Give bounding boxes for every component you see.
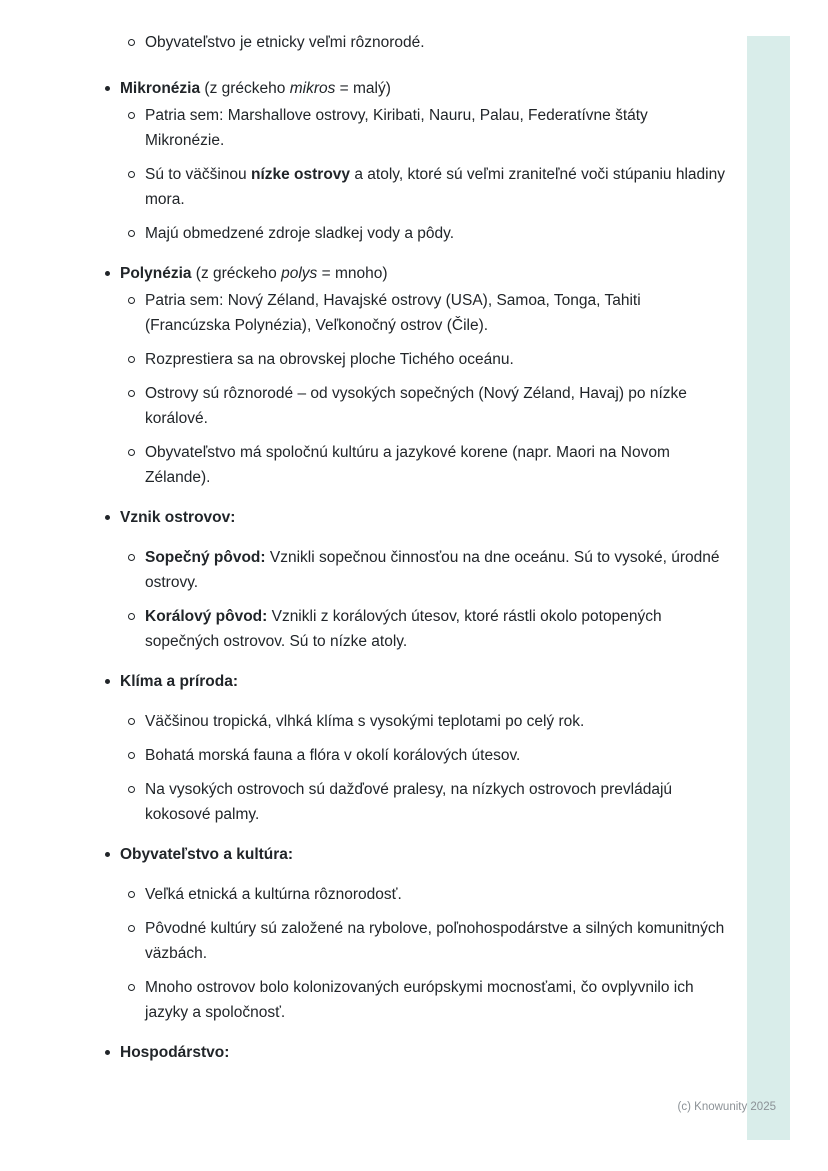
sub-list-item <box>104 604 726 654</box>
bullet-circle-icon <box>127 30 145 55</box>
bullet-circle-icon <box>127 882 145 907</box>
list-item-text: Majú obmedzené zdroje sladkej vody a pôdy. <box>145 225 455 242</box>
list-item-text: Ostrovy sú rôznorodé – od vysokých sopečných (Nový Zéland, Havaj) po nízke korálové. <box>145 385 687 427</box>
list-item-text: Mikronézia (z gréckeho mikros = malý) <box>120 80 391 97</box>
list-item <box>104 842 726 867</box>
bullet-circle-icon <box>127 604 145 629</box>
sub-list-item <box>104 916 726 966</box>
sub-list-item <box>104 975 726 1025</box>
list-item-text: Obyvateľstvo je etnicky veľmi rôznorodé. <box>145 34 425 51</box>
sub-list-item <box>104 743 726 768</box>
sub-list-item <box>104 288 726 338</box>
sub-list-item <box>104 381 726 431</box>
sub-list-item <box>104 221 726 246</box>
list-item-text: Klíma a príroda: <box>120 673 238 690</box>
bullet-disc-icon <box>104 842 120 867</box>
bullet-circle-icon <box>127 975 145 1000</box>
list-item-text: Väčšinou tropická, vlhká klíma s vysokými teplotami po celý rok. <box>145 713 585 730</box>
watermark-text: (c) Knowunity 2025 <box>677 1101 776 1113</box>
list-item-text: Patria sem: Nový Zéland, Havajské ostrovy (USA), Samoa, Tonga, Tahiti (Francúzska Polynézia), Veľkonočný ostrov (Čile). <box>145 292 641 334</box>
bullet-circle-icon <box>127 221 145 246</box>
list-item-text: Korálový pôvod: Vznikli z korálových útesov, ktoré rástli okolo potopených sopečných ostrovov. Sú to nízke atoly. <box>145 608 662 650</box>
bullet-circle-icon <box>127 916 145 941</box>
bullet-circle-icon <box>127 103 145 128</box>
list-item-text: Na vysokých ostrovoch sú dažďové pralesy, na nízkych ostrovoch prevládajú kokosové palmy. <box>145 781 673 823</box>
bullet-circle-icon <box>127 347 145 372</box>
notes-list <box>104 30 726 1065</box>
list-item-text: Sú to väčšinou nízke ostrovy a atoly, ktoré sú veľmi zraniteľné voči stúpaniu hladiny mora. <box>145 166 725 208</box>
bullet-circle-icon <box>127 440 145 465</box>
list-item <box>104 76 726 101</box>
sub-list-item <box>104 545 726 595</box>
bullet-disc-icon <box>104 669 120 694</box>
list-item-text: Bohatá morská fauna a flóra v okolí korálových útesov. <box>145 747 521 764</box>
list-item-text: Sopečný pôvod: Vznikli sopečnou činnosťou na dne oceánu. Sú to vysoké, úrodné ostrovy. <box>145 549 720 591</box>
bullet-disc-icon <box>104 261 120 286</box>
list-item-text: Vznik ostrovov: <box>120 509 236 526</box>
bullet-circle-icon <box>127 777 145 802</box>
bullet-circle-icon <box>127 162 145 187</box>
sub-list-item <box>104 103 726 153</box>
right-accent-stripe <box>747 36 790 1140</box>
bullet-disc-icon <box>104 76 120 101</box>
sub-list-item <box>104 882 726 907</box>
bullet-disc-icon <box>104 505 120 530</box>
sub-list-item <box>104 162 726 212</box>
list-item-text: Veľká etnická a kultúrna rôznorodosť. <box>145 886 402 903</box>
bullet-circle-icon <box>127 709 145 734</box>
list-item-text: Mnoho ostrovov bolo kolonizovaných európskymi mocnosťami, čo ovplyvnilo ich jazyky a spoločnosť. <box>145 979 694 1021</box>
list-item-text: Obyvateľstvo má spoločnú kultúru a jazykové korene (napr. Maori na Novom Zélande). <box>145 444 670 486</box>
sub-list-item <box>104 30 726 55</box>
list-item <box>104 505 726 530</box>
list-item <box>104 669 726 694</box>
sub-list-item <box>104 709 726 734</box>
list-item-text: Rozprestiera sa na obrovskej ploche Tichého oceánu. <box>145 351 514 368</box>
list-item-text: Patria sem: Marshallove ostrovy, Kiribati, Nauru, Palau, Federatívne štáty Mikronézie. <box>145 107 648 149</box>
bullet-circle-icon <box>127 545 145 570</box>
bullet-circle-icon <box>127 743 145 768</box>
sub-list-item <box>104 777 726 827</box>
bullet-disc-icon <box>104 1040 120 1065</box>
list-item <box>104 1040 726 1065</box>
list-item <box>104 261 726 286</box>
bullet-circle-icon <box>127 381 145 406</box>
bullet-circle-icon <box>127 288 145 313</box>
sub-list-item <box>104 347 726 372</box>
list-item-text: Polynézia (z gréckeho polys = mnoho) <box>120 265 388 282</box>
sub-list-item <box>104 440 726 490</box>
list-item-text: Pôvodné kultúry sú založené na rybolove, poľnohospodárstve a silných komunitných väzbách. <box>145 920 725 962</box>
list-item-text: Obyvateľstvo a kultúra: <box>120 846 294 863</box>
list-item-text: Hospodárstvo: <box>120 1044 230 1061</box>
